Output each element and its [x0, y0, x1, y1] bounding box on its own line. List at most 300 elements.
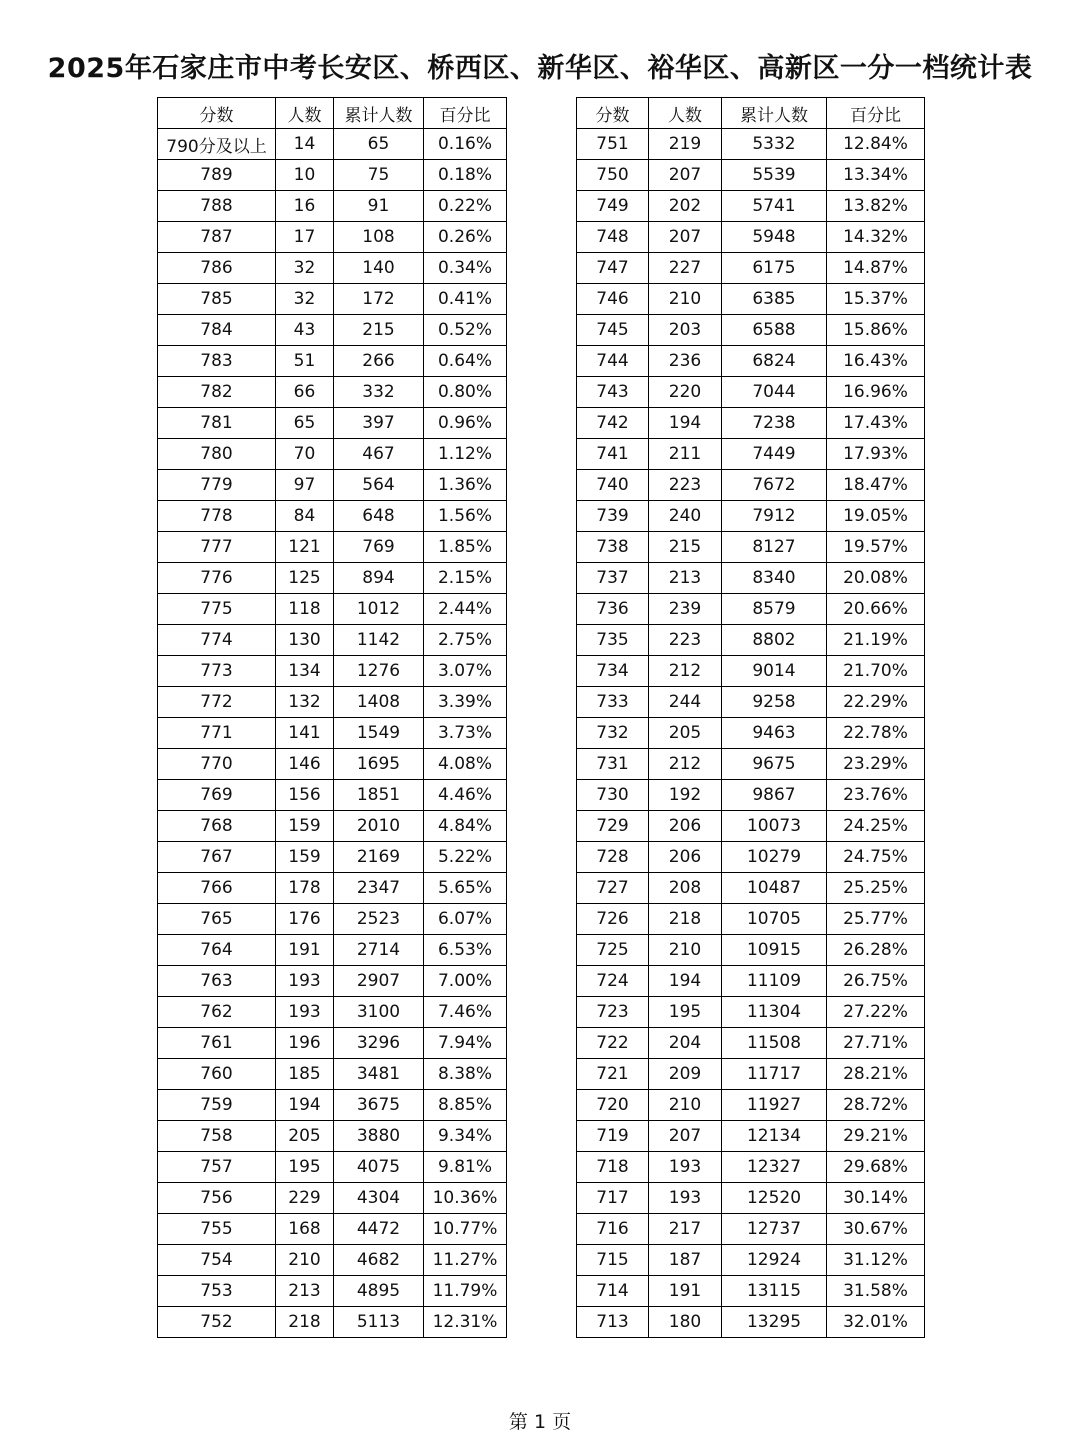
- cell-score: 788: [158, 191, 276, 222]
- cell-percent: 1.36%: [424, 470, 507, 501]
- table-row: [577, 408, 925, 439]
- cell-percent: 1.85%: [424, 532, 507, 563]
- header-count: 人数: [276, 98, 334, 129]
- cell-percent: 0.80%: [424, 377, 507, 408]
- cell-percent: 17.43%: [827, 408, 925, 439]
- cell-percent: 27.22%: [827, 997, 925, 1028]
- table-row: [158, 656, 507, 687]
- cell-cumulative: 1142: [334, 625, 424, 656]
- cell-score: 789: [158, 160, 276, 191]
- cell-count: 51: [276, 346, 334, 377]
- table-row: [577, 1276, 925, 1307]
- cell-cumulative: 3296: [334, 1028, 424, 1059]
- table-row: [577, 904, 925, 935]
- cell-percent: 8.85%: [424, 1090, 507, 1121]
- cell-count: 227: [649, 253, 722, 284]
- cell-percent: 3.39%: [424, 687, 507, 718]
- cell-percent: 10.36%: [424, 1183, 507, 1214]
- cell-count: 146: [276, 749, 334, 780]
- cell-percent: 15.86%: [827, 315, 925, 346]
- cell-count: 239: [649, 594, 722, 625]
- cell-count: 134: [276, 656, 334, 687]
- cell-count: 32: [276, 253, 334, 284]
- cell-cumulative: 4472: [334, 1214, 424, 1245]
- table-row: [158, 284, 507, 315]
- cell-score: 743: [577, 377, 649, 408]
- cell-percent: 26.28%: [827, 935, 925, 966]
- cell-cumulative: 9014: [722, 656, 827, 687]
- cell-count: 66: [276, 377, 334, 408]
- table-row: [158, 625, 507, 656]
- cell-percent: 28.21%: [827, 1059, 925, 1090]
- cell-score: 729: [577, 811, 649, 842]
- table-row: [158, 718, 507, 749]
- cell-score: 782: [158, 377, 276, 408]
- cell-score: 766: [158, 873, 276, 904]
- cell-percent: 0.16%: [424, 129, 507, 160]
- cell-count: 193: [649, 1183, 722, 1214]
- cell-score: 715: [577, 1245, 649, 1276]
- cell-count: 43: [276, 315, 334, 346]
- cell-count: 193: [276, 966, 334, 997]
- cell-count: 121: [276, 532, 334, 563]
- cell-cumulative: 12327: [722, 1152, 827, 1183]
- cell-cumulative: 9867: [722, 780, 827, 811]
- table-row: [577, 501, 925, 532]
- cell-score: 790分及以上: [158, 129, 276, 160]
- cell-count: 118: [276, 594, 334, 625]
- cell-score: 728: [577, 842, 649, 873]
- table-row: [577, 966, 925, 997]
- cell-score: 774: [158, 625, 276, 656]
- cell-cumulative: 11304: [722, 997, 827, 1028]
- table-row: [158, 439, 507, 470]
- cell-score: 755: [158, 1214, 276, 1245]
- cell-percent: 7.94%: [424, 1028, 507, 1059]
- header-cumulative: 累计人数: [334, 98, 424, 129]
- cell-score: 763: [158, 966, 276, 997]
- cell-percent: 0.64%: [424, 346, 507, 377]
- cell-percent: 10.77%: [424, 1214, 507, 1245]
- cell-percent: 0.34%: [424, 253, 507, 284]
- cell-score: 736: [577, 594, 649, 625]
- cell-percent: 22.29%: [827, 687, 925, 718]
- cell-score: 776: [158, 563, 276, 594]
- table-row: [577, 191, 925, 222]
- cell-percent: 29.68%: [827, 1152, 925, 1183]
- cell-score: 714: [577, 1276, 649, 1307]
- cell-count: 206: [649, 842, 722, 873]
- cell-percent: 21.70%: [827, 656, 925, 687]
- cell-cumulative: 266: [334, 346, 424, 377]
- cell-count: 180: [649, 1307, 722, 1338]
- cell-percent: 4.08%: [424, 749, 507, 780]
- cell-count: 207: [649, 160, 722, 191]
- table-row: [158, 966, 507, 997]
- cell-score: 724: [577, 966, 649, 997]
- cell-cumulative: 3880: [334, 1121, 424, 1152]
- cell-count: 211: [649, 439, 722, 470]
- cell-cumulative: 5113: [334, 1307, 424, 1338]
- cell-cumulative: 65: [334, 129, 424, 160]
- cell-cumulative: 11927: [722, 1090, 827, 1121]
- table-row: [158, 594, 507, 625]
- table-row: [577, 718, 925, 749]
- cell-count: 202: [649, 191, 722, 222]
- cell-percent: 23.76%: [827, 780, 925, 811]
- cell-count: 244: [649, 687, 722, 718]
- cell-score: 761: [158, 1028, 276, 1059]
- table-row: [158, 1090, 507, 1121]
- table-row: [158, 129, 507, 160]
- cell-count: 192: [649, 780, 722, 811]
- cell-score: 768: [158, 811, 276, 842]
- cell-percent: 30.67%: [827, 1214, 925, 1245]
- cell-score: 740: [577, 470, 649, 501]
- table-row: [158, 1152, 507, 1183]
- cell-score: 726: [577, 904, 649, 935]
- table-row: [158, 1245, 507, 1276]
- cell-score: 738: [577, 532, 649, 563]
- cell-cumulative: 332: [334, 377, 424, 408]
- cell-cumulative: 2347: [334, 873, 424, 904]
- cell-cumulative: 13115: [722, 1276, 827, 1307]
- cell-count: 168: [276, 1214, 334, 1245]
- cell-percent: 9.81%: [424, 1152, 507, 1183]
- table-row: [158, 160, 507, 191]
- cell-count: 159: [276, 842, 334, 873]
- table-row: [577, 687, 925, 718]
- cell-cumulative: 1012: [334, 594, 424, 625]
- cell-count: 187: [649, 1245, 722, 1276]
- cell-count: 159: [276, 811, 334, 842]
- cell-count: 97: [276, 470, 334, 501]
- cell-score: 716: [577, 1214, 649, 1245]
- cell-percent: 15.37%: [827, 284, 925, 315]
- table-row: [577, 253, 925, 284]
- cell-count: 207: [649, 222, 722, 253]
- cell-cumulative: 4895: [334, 1276, 424, 1307]
- cell-score: 723: [577, 997, 649, 1028]
- cell-percent: 11.79%: [424, 1276, 507, 1307]
- cell-score: 718: [577, 1152, 649, 1183]
- cell-percent: 11.27%: [424, 1245, 507, 1276]
- cell-count: 209: [649, 1059, 722, 1090]
- cell-percent: 7.46%: [424, 997, 507, 1028]
- cell-cumulative: 2010: [334, 811, 424, 842]
- cell-cumulative: 1276: [334, 656, 424, 687]
- cell-cumulative: 467: [334, 439, 424, 470]
- cell-count: 218: [649, 904, 722, 935]
- cell-count: 210: [649, 284, 722, 315]
- cell-cumulative: 215: [334, 315, 424, 346]
- cell-cumulative: 769: [334, 532, 424, 563]
- cell-count: 195: [649, 997, 722, 1028]
- cell-cumulative: 75: [334, 160, 424, 191]
- cell-cumulative: 7672: [722, 470, 827, 501]
- table-row: [577, 284, 925, 315]
- cell-count: 205: [276, 1121, 334, 1152]
- cell-score: 731: [577, 749, 649, 780]
- cell-cumulative: 10705: [722, 904, 827, 935]
- cell-cumulative: 8579: [722, 594, 827, 625]
- table-row: [158, 470, 507, 501]
- table-row: [577, 780, 925, 811]
- cell-count: 176: [276, 904, 334, 935]
- cell-percent: 20.08%: [827, 563, 925, 594]
- table-row: [577, 749, 925, 780]
- table-row: [158, 1214, 507, 1245]
- cell-count: 10: [276, 160, 334, 191]
- cell-score: 741: [577, 439, 649, 470]
- cell-score: 749: [577, 191, 649, 222]
- cell-percent: 28.72%: [827, 1090, 925, 1121]
- cell-percent: 4.46%: [424, 780, 507, 811]
- table-row: [577, 1183, 925, 1214]
- table-row: [577, 1090, 925, 1121]
- cell-cumulative: 3481: [334, 1059, 424, 1090]
- cell-score: 745: [577, 315, 649, 346]
- cell-percent: 1.12%: [424, 439, 507, 470]
- cell-score: 772: [158, 687, 276, 718]
- cell-percent: 22.78%: [827, 718, 925, 749]
- cell-percent: 0.52%: [424, 315, 507, 346]
- cell-score: 785: [158, 284, 276, 315]
- table-row: [577, 563, 925, 594]
- cell-cumulative: 8127: [722, 532, 827, 563]
- cell-cumulative: 1549: [334, 718, 424, 749]
- cell-score: 720: [577, 1090, 649, 1121]
- cell-percent: 2.15%: [424, 563, 507, 594]
- cell-cumulative: 3100: [334, 997, 424, 1028]
- cell-count: 223: [649, 625, 722, 656]
- cell-score: 758: [158, 1121, 276, 1152]
- cell-cumulative: 91: [334, 191, 424, 222]
- cell-count: 203: [649, 315, 722, 346]
- cell-score: 748: [577, 222, 649, 253]
- table-row: [577, 997, 925, 1028]
- cell-cumulative: 6175: [722, 253, 827, 284]
- cell-percent: 6.07%: [424, 904, 507, 935]
- cell-percent: 7.00%: [424, 966, 507, 997]
- table-row: [577, 873, 925, 904]
- table-row: [577, 656, 925, 687]
- cell-score: 713: [577, 1307, 649, 1338]
- table-row: [577, 222, 925, 253]
- cell-score: 764: [158, 935, 276, 966]
- cell-percent: 0.96%: [424, 408, 507, 439]
- cell-score: 733: [577, 687, 649, 718]
- cell-count: 210: [649, 1090, 722, 1121]
- table-row: [577, 439, 925, 470]
- table-row: [577, 160, 925, 191]
- table-row: [577, 1028, 925, 1059]
- cell-count: 210: [276, 1245, 334, 1276]
- cell-cumulative: 7238: [722, 408, 827, 439]
- cell-score: 732: [577, 718, 649, 749]
- cell-cumulative: 6824: [722, 346, 827, 377]
- cell-score: 737: [577, 563, 649, 594]
- cell-percent: 14.32%: [827, 222, 925, 253]
- cell-score: 750: [577, 160, 649, 191]
- cell-score: 787: [158, 222, 276, 253]
- cell-score: 783: [158, 346, 276, 377]
- cell-score: 756: [158, 1183, 276, 1214]
- cell-cumulative: 3675: [334, 1090, 424, 1121]
- cell-score: 765: [158, 904, 276, 935]
- cell-cumulative: 1408: [334, 687, 424, 718]
- table-row: [577, 129, 925, 160]
- table-row: [158, 315, 507, 346]
- table-row: [158, 780, 507, 811]
- cell-percent: 3.73%: [424, 718, 507, 749]
- cell-score: 735: [577, 625, 649, 656]
- cell-score: 721: [577, 1059, 649, 1090]
- cell-score: 777: [158, 532, 276, 563]
- cell-cumulative: 2714: [334, 935, 424, 966]
- table-row: [158, 563, 507, 594]
- cell-percent: 4.84%: [424, 811, 507, 842]
- cell-count: 16: [276, 191, 334, 222]
- cell-count: 210: [649, 935, 722, 966]
- cell-count: 218: [276, 1307, 334, 1338]
- cell-cumulative: 9463: [722, 718, 827, 749]
- cell-cumulative: 5948: [722, 222, 827, 253]
- cell-cumulative: 11109: [722, 966, 827, 997]
- cell-percent: 16.43%: [827, 346, 925, 377]
- cell-cumulative: 4682: [334, 1245, 424, 1276]
- cell-score: 778: [158, 501, 276, 532]
- cell-count: 212: [649, 656, 722, 687]
- cell-count: 217: [649, 1214, 722, 1245]
- cell-count: 65: [276, 408, 334, 439]
- table-row: [158, 749, 507, 780]
- table-row: [158, 408, 507, 439]
- cell-cumulative: 11717: [722, 1059, 827, 1090]
- cell-cumulative: 6588: [722, 315, 827, 346]
- cell-percent: 19.05%: [827, 501, 925, 532]
- cell-cumulative: 5539: [722, 160, 827, 191]
- cell-percent: 9.34%: [424, 1121, 507, 1152]
- cell-count: 195: [276, 1152, 334, 1183]
- cell-cumulative: 894: [334, 563, 424, 594]
- cell-percent: 12.31%: [424, 1307, 507, 1338]
- cell-percent: 30.14%: [827, 1183, 925, 1214]
- cell-count: 84: [276, 501, 334, 532]
- cell-cumulative: 108: [334, 222, 424, 253]
- cell-score: 786: [158, 253, 276, 284]
- cell-cumulative: 10487: [722, 873, 827, 904]
- cell-percent: 24.25%: [827, 811, 925, 842]
- cell-percent: 6.53%: [424, 935, 507, 966]
- cell-percent: 5.65%: [424, 873, 507, 904]
- cell-score: 725: [577, 935, 649, 966]
- cell-count: 141: [276, 718, 334, 749]
- table-row: [158, 532, 507, 563]
- cell-count: 191: [649, 1276, 722, 1307]
- header-percent: 百分比: [827, 98, 925, 129]
- cell-percent: 17.93%: [827, 439, 925, 470]
- cell-score: 753: [158, 1276, 276, 1307]
- cell-count: 213: [649, 563, 722, 594]
- cell-percent: 0.41%: [424, 284, 507, 315]
- cell-score: 760: [158, 1059, 276, 1090]
- cell-score: 742: [577, 408, 649, 439]
- header-count: 人数: [649, 98, 722, 129]
- cell-count: 130: [276, 625, 334, 656]
- cell-count: 14: [276, 129, 334, 160]
- cell-count: 236: [649, 346, 722, 377]
- table-row: [577, 532, 925, 563]
- cell-count: 193: [276, 997, 334, 1028]
- cell-count: 219: [649, 129, 722, 160]
- cell-percent: 0.26%: [424, 222, 507, 253]
- cell-score: 769: [158, 780, 276, 811]
- cell-count: 178: [276, 873, 334, 904]
- cell-percent: 29.21%: [827, 1121, 925, 1152]
- cell-percent: 20.66%: [827, 594, 925, 625]
- score-table-left: [157, 97, 507, 1338]
- cell-cumulative: 8340: [722, 563, 827, 594]
- cell-percent: 24.75%: [827, 842, 925, 873]
- cell-percent: 2.44%: [424, 594, 507, 625]
- table-row: [158, 1059, 507, 1090]
- cell-cumulative: 7449: [722, 439, 827, 470]
- cell-percent: 1.56%: [424, 501, 507, 532]
- cell-percent: 26.75%: [827, 966, 925, 997]
- cell-percent: 2.75%: [424, 625, 507, 656]
- cell-score: 734: [577, 656, 649, 687]
- table-row: [577, 1059, 925, 1090]
- cell-count: 215: [649, 532, 722, 563]
- cell-count: 207: [649, 1121, 722, 1152]
- cell-percent: 8.38%: [424, 1059, 507, 1090]
- cell-score: 747: [577, 253, 649, 284]
- table-row: [577, 1307, 925, 1338]
- table-row: [158, 222, 507, 253]
- cell-score: 775: [158, 594, 276, 625]
- table-row: [158, 1183, 507, 1214]
- score-table-right: [576, 97, 925, 1338]
- cell-score: 773: [158, 656, 276, 687]
- cell-score: 754: [158, 1245, 276, 1276]
- cell-count: 185: [276, 1059, 334, 1090]
- cell-percent: 16.96%: [827, 377, 925, 408]
- header-score: 分数: [158, 98, 276, 129]
- table-row: [158, 873, 507, 904]
- cell-cumulative: 12737: [722, 1214, 827, 1245]
- cell-percent: 32.01%: [827, 1307, 925, 1338]
- cell-cumulative: 140: [334, 253, 424, 284]
- cell-score: 770: [158, 749, 276, 780]
- table-row: [577, 625, 925, 656]
- cell-score: 722: [577, 1028, 649, 1059]
- cell-count: 194: [649, 966, 722, 997]
- cell-cumulative: 2907: [334, 966, 424, 997]
- table-header-row: [158, 98, 507, 129]
- cell-cumulative: 4304: [334, 1183, 424, 1214]
- cell-count: 132: [276, 687, 334, 718]
- cell-count: 213: [276, 1276, 334, 1307]
- cell-percent: 19.57%: [827, 532, 925, 563]
- table-row: [158, 935, 507, 966]
- cell-percent: 25.25%: [827, 873, 925, 904]
- cell-percent: 14.87%: [827, 253, 925, 284]
- cell-percent: 31.12%: [827, 1245, 925, 1276]
- cell-score: 759: [158, 1090, 276, 1121]
- cell-score: 757: [158, 1152, 276, 1183]
- cell-percent: 18.47%: [827, 470, 925, 501]
